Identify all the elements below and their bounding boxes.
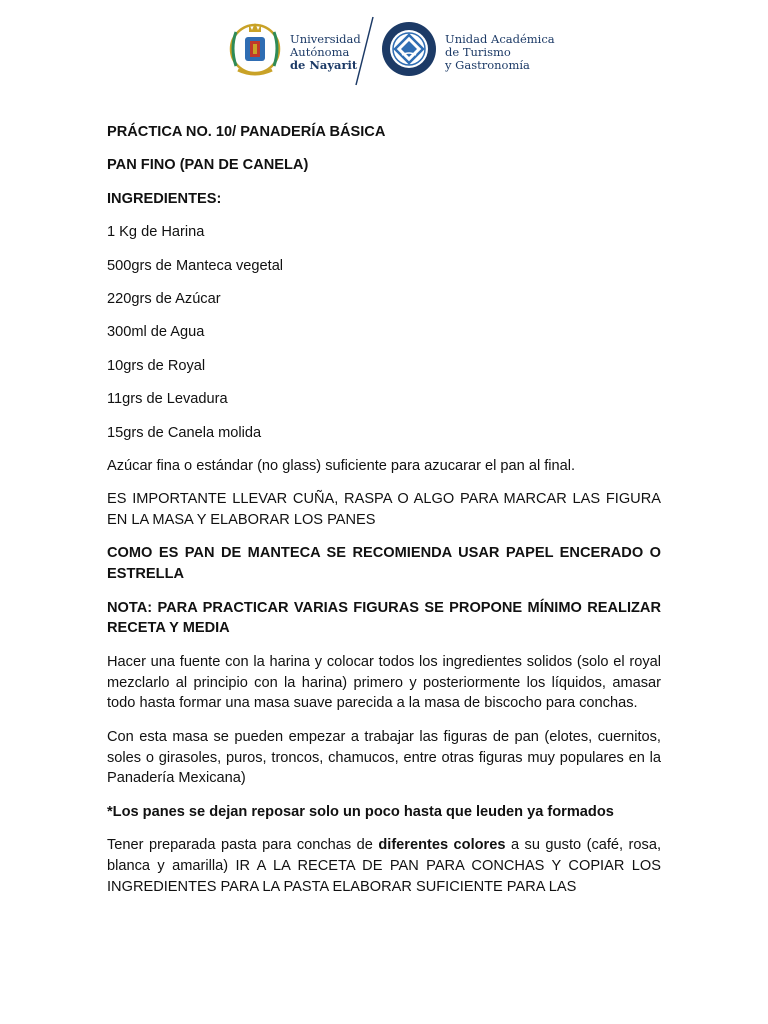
ingredient-item: 500grs de Manteca vegetal — [107, 257, 284, 274]
step-paragraph — [107, 835, 661, 897]
document-body — [107, 122, 661, 910]
page-title: PRÁCTICA NO. 10/ PANADERÍA BÁSICA — [107, 124, 386, 140]
ingredient-item: 220grs de Azúcar — [107, 290, 221, 307]
ingredient-item: 15grs de Canela molida — [107, 424, 262, 441]
ingredient-item: 11grs de Levadura — [107, 391, 228, 408]
recipe-title: PAN FINO (PAN DE CANELA) — [107, 157, 309, 174]
ingredients-heading: INGREDIENTES: — [107, 190, 222, 207]
academic-unit-name: Unidad Académica de Turismo y Gastronomía — [445, 32, 555, 72]
logo-divider — [352, 16, 376, 86]
university-seal-icon — [226, 18, 284, 80]
page-header — [224, 14, 554, 88]
step-paragraph: Con esta masa se pueden empezar a trabajar las figuras de pan (elotes, cuernitos, soles o girasoles, puros, troncos, chamucos, entre otras figuras muy populares en la Panadería Mexicana) — [107, 728, 661, 787]
step-paragraph: Hacer una fuente con la harina y colocar todos los ingredientes solidos (solo el royal mezclarlo al principio con la harina) primero y posteriormente los líquidos, amasar todo hasta formar una masa suave parecida a la masa de biscocho para conchas. — [107, 653, 661, 712]
academic-unit-seal-icon — [380, 20, 438, 78]
ingredient-item: 1 Kg de Harina — [107, 224, 205, 241]
step-text: Tener preparada pasta para conchas de — [107, 837, 379, 854]
figures-note: NOTA: PARA PRACTICAR VARIAS FIGURAS SE PROPONE MÍNIMO REALIZAR RECETA Y MEDIA — [107, 599, 661, 637]
university-name: Universidad Autónoma de Nayarit — [290, 32, 361, 72]
step-emphasis: diferentes colores — [378, 837, 506, 854]
ingredient-item: 300ml de Agua — [107, 324, 205, 341]
step-text: a su gusto (café, rosa, blanca y amarilla) IR A LA RECETA DE PAN PARA CONCHAS Y COPIAR LOS INGREDIENTES PARA LA PASTA ELABORAR SUFICIENTE PARA LAS — [107, 837, 661, 895]
important-note: ES IMPORTANTE LLEVAR CUÑA, RASPA O ALGO PARA MARCAR LAS FIGURA EN LA MASA Y ELABORAR LOS PANES — [107, 491, 661, 529]
ingredient-item: 10grs de Royal — [107, 357, 206, 374]
paper-note: COMO ES PAN DE MANTECA SE RECOMIENDA USAR PAPEL ENCERADO O ESTRELLA — [107, 545, 661, 583]
ingredient-item: Azúcar fina o estándar (no glass) suficiente para azucarar el pan al final. — [107, 457, 576, 474]
rest-note: *Los panes se dejan reposar solo un poco hasta que leuden ya formados — [107, 803, 614, 820]
